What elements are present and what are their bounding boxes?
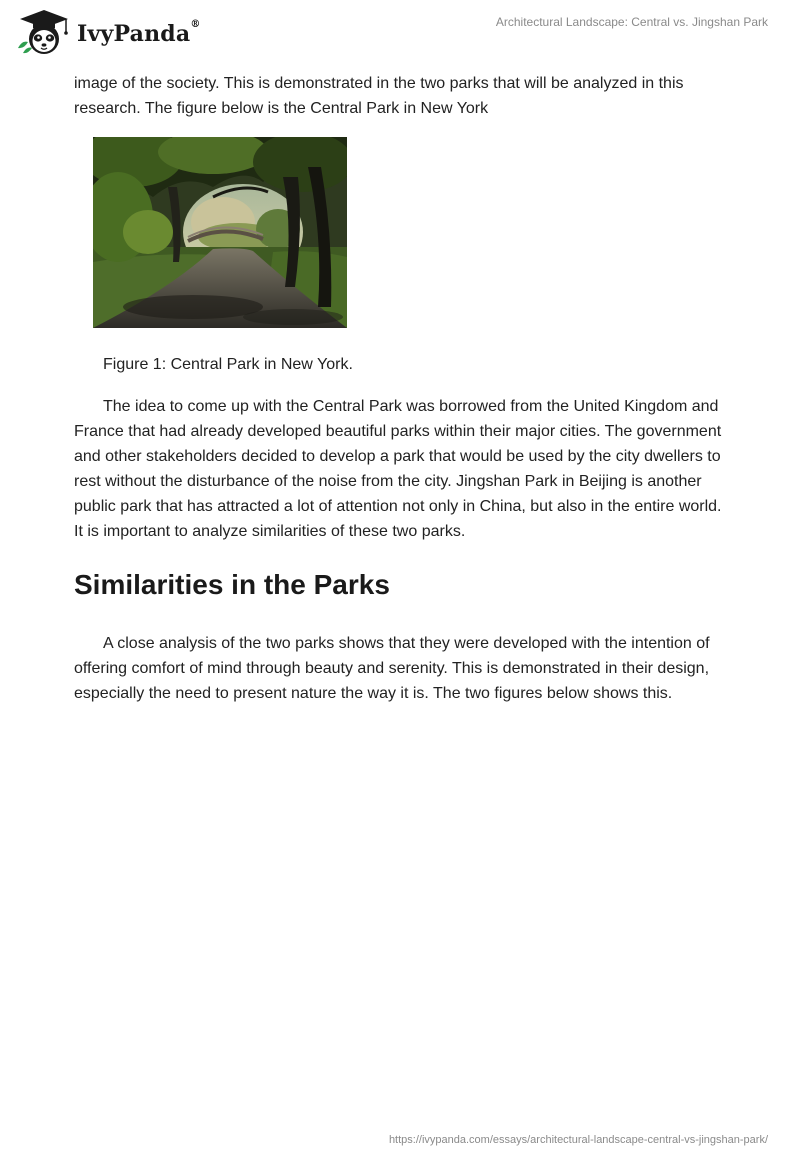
essay-content [74, 71, 728, 706]
body-paragraph: A close analysis of the two parks shows that they were developed with the intention of offering comfort of mind through beauty and serenity. This is demonstrated in their design, especially the need to present nature the way it is. The two figures below shows this. [74, 635, 710, 702]
body-paragraph: The idea to come up with the Central Park was borrowed from the United Kingdom and France that had already developed beautiful parks within their major cities. The government and other stakeholders decided to develop a park that would be used by the city dwellers to rest without the disturbance of the noise from the city. Jingshan Park in Beijing is another public park that has attracted a lot of attention not only in China, but also in the entire world. It is important to analyze similarities of these two parks. [74, 398, 722, 540]
central-park-photo [93, 137, 347, 328]
intro-paragraph: image of the society. This is demonstrated in the two parks that will be analyzed in this research. The figure below is the Central Park in New York [74, 75, 684, 117]
ivypanda-logo[interactable] [14, 8, 214, 56]
source-url[interactable]: https://ivypanda.com/essays/architectural-landscape-central-vs-jingshan-park/ [388, 1134, 768, 1146]
figure-caption: Figure 1: Central Park in New York. [103, 356, 353, 373]
page-header [0, 0, 800, 60]
running-title: Architectural Landscape: Central vs. Jingshan Park [495, 15, 768, 29]
brand-name: IvyPanda® [77, 19, 201, 47]
panda-graduate-icon [14, 8, 74, 56]
section-heading: Similarities in the Parks [74, 569, 390, 600]
